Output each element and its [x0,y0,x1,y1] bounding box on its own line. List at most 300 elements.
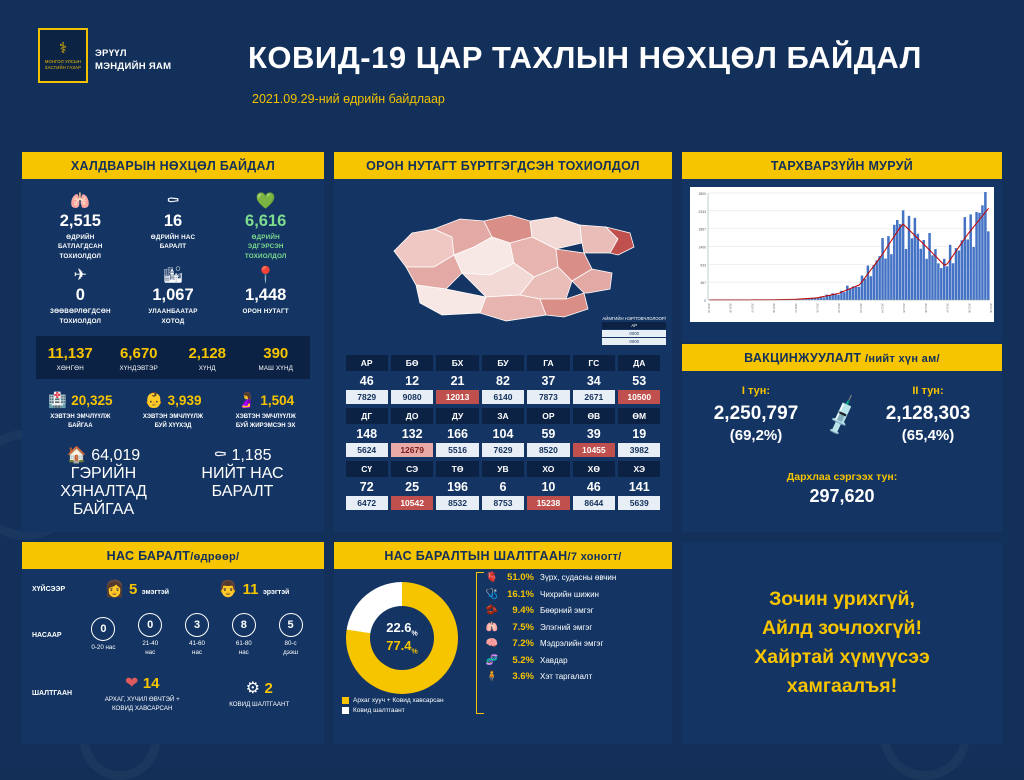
province-table [334,355,672,516]
cause-row-label: ШАЛТГААН [32,690,80,697]
care-hospitalized [34,391,127,431]
province-daily: 132 [391,424,433,443]
slogan-line-1: Зочин урихгүй, [769,588,915,610]
stat-label: ӨДРИЙН НАС БАРАЛТ [129,233,218,252]
stat-imported [34,263,127,328]
province-code: СҮ [346,461,388,477]
virus-icon: ⚙ [246,680,260,697]
cause-text: Хэт таргалалт [540,672,592,681]
age-group [185,613,209,657]
syringe-icon: 💉 [819,394,866,440]
baby-icon: 👶 [145,392,164,409]
province-daily: 12 [391,371,433,390]
cause-text: Мэдрэлийн эмгэг [540,639,603,648]
vaccine-title-main: ВАКЦИНЖУУЛАЛТ [744,351,865,365]
stat-label: ОРОН НУТАГТ [221,307,310,316]
province-total: 2671 [573,390,615,404]
cause-text: Хавдар [540,656,568,665]
severity-label: МАШ ХҮНД [242,365,311,372]
severity-severe [173,345,242,372]
province-cell [436,408,478,457]
legend-total: 0000 [602,338,666,345]
stat-value: 1,448 [221,285,310,305]
booster-label: Дархлаа сэргээх тун: [682,471,1002,483]
age-range: 21-40 нас [138,640,162,657]
age-count: 8 [232,613,256,637]
province-cell [618,461,660,510]
mongolia-map [334,181,672,351]
severity-value: 11,137 [36,345,105,362]
province-code: ТӨ [436,461,478,477]
stat-label: ӨДРИЙН ЭДГЭРСЭН ТОХИОЛДОЛ [221,233,310,261]
province-total: 3982 [618,443,660,457]
slogan-line-4: хамгаалъя! [787,675,897,697]
panel-province-cases [334,152,672,532]
infection-second-row [34,263,312,328]
deaths-by-sex-row [22,575,324,599]
province-daily: 166 [436,424,478,443]
table-row [344,461,662,510]
location-pin-icon: 📍 [221,267,310,285]
care-value: 1,504 [260,393,294,408]
severity-critical [242,345,311,372]
severity-value: 2,128 [173,345,242,362]
svg-text:2333: 2333 [698,210,706,214]
causes-title-sub: /7 хоногт/ [567,551,621,563]
province-code: ДУ [436,408,478,424]
panel-causes-title [334,542,672,569]
svg-text:2021-01: 2021-01 [815,303,819,313]
slogan-line-3: Хайртай хүмүүсээ [754,646,929,668]
svg-text:2021-03: 2021-03 [859,303,863,313]
cause-list [484,572,616,688]
province-total: 7829 [346,390,388,404]
donut-center [370,606,434,670]
province-code: БӨ [391,355,433,371]
svg-text:1867: 1867 [698,228,706,232]
cause-text: Чихрийн шижин [540,590,599,599]
cause-pct: 5.2% [500,655,534,666]
age-group [138,613,162,657]
severity-value: 390 [242,345,311,362]
bracket-decoration [476,572,484,714]
cause-item [484,572,616,583]
province-daily: 6 [482,477,524,496]
dose1-percent: (69,2%) [686,427,826,444]
panel-curve-title: ТАРХВАРЗҮЙН МУРУЙ [682,152,1002,179]
province-code: ОР [527,408,569,424]
province-daily: 10 [527,477,569,496]
province-cell [346,461,388,510]
svg-text:2020-11: 2020-11 [794,303,798,313]
stat-label: ӨДРИЙН БАТЛАГДСАН ТОХИОЛДОЛ [36,233,125,261]
stat-ulaanbaatar [127,263,220,328]
province-code: БУ [482,355,524,371]
province-daily: 59 [527,424,569,443]
cause-pct: 16.1% [500,589,534,600]
stat-provinces [219,263,312,328]
deaths-title-main: НАС БАРАЛТ [107,549,191,563]
legend-note1: АЙМГИЙН НЭР/ТОВЧЛОЛООР/ [602,316,666,321]
causes-title-main: НАС БАРАЛТЫН ШАЛТГААН [384,549,567,563]
province-daily: 46 [346,371,388,390]
table-row [344,408,662,457]
province-total: 10500 [618,390,660,404]
panel-slogan [682,542,1002,744]
legend-code: АР [602,322,666,329]
cause-pct: 3.6% [500,671,534,682]
city-icon: 🏙 [129,267,218,285]
vaccine-title-sub: /нийт хүн ам/ [865,353,940,365]
lungs-icon: 🫁 [36,193,125,211]
map-legend [602,316,666,345]
svg-text:2020-05: 2020-05 [729,303,733,313]
airplane-icon: ✈ [36,267,125,285]
province-cell [391,408,433,457]
age-group [279,613,303,657]
svg-text:2021-09: 2021-09 [989,303,993,313]
province-cell [527,408,569,457]
age-row-label: НАСААР [32,632,80,639]
panel-vaccination [682,344,1002,532]
province-total: 7629 [482,443,524,457]
female-count: 5 [129,581,137,598]
care-home [34,445,173,519]
svg-text:2020-07: 2020-07 [750,303,754,313]
province-code: УВ [482,461,524,477]
province-daily: 82 [482,371,524,390]
svg-text:2021-07: 2021-07 [946,303,950,313]
province-cell [527,461,569,510]
province-code: ДА [618,355,660,371]
province-total: 10455 [573,443,615,457]
obesity-icon: 🧍 [484,671,500,682]
province-daily: 25 [391,477,433,496]
stat-value: 16 [129,211,218,231]
panel-death-causes [334,542,672,744]
province-total: 6140 [482,390,524,404]
province-cell [482,408,524,457]
donut-legend [342,694,444,714]
svg-text:2021-08: 2021-08 [967,303,971,313]
deaths-by-age-row [22,609,324,657]
dose1-label: I тун: [686,385,826,397]
svg-text:2800: 2800 [698,192,706,196]
legend-text: Архаг хууч + Ковид хавсарсан [353,697,444,704]
stat-daily-recovered [219,189,312,263]
province-code: ӨМ [618,408,660,424]
age-count: 0 [91,617,115,641]
severity-label: ХҮНД [173,365,242,372]
province-cell [482,355,524,404]
stat-label: ЗӨӨВӨРЛӨГДСӨН ТОХИОЛДОЛ [36,307,125,326]
liver-icon: 🫁 [484,622,500,633]
province-cell [573,461,615,510]
deaths-male [218,579,289,599]
hospital-icon: 🏥 [48,392,67,409]
booster-value: 297,620 [682,486,1002,507]
female-icon: 👩 [105,581,125,598]
kidney-icon: 🫘 [484,605,500,616]
province-daily: 53 [618,371,660,390]
svg-text:2020-03: 2020-03 [707,303,711,313]
province-daily: 196 [436,477,478,496]
soyombo-icon: ⚕ [59,41,67,56]
legend-text: Ковид шалтгаант [353,707,405,714]
donut-yellow-pct: $77.4_{\%}$ [386,638,418,656]
province-cell [436,461,478,510]
province-total: 5516 [436,443,478,457]
province-daily: 104 [482,424,524,443]
province-total: 8520 [527,443,569,457]
dose2-percent: (65,4%) [858,427,998,444]
slogan-line-2: Айлд зочлохгүй! [762,617,922,639]
province-total: 7873 [527,390,569,404]
province-total: 8753 [482,496,524,510]
age-count: 5 [279,613,303,637]
cause-item [484,589,616,600]
cause-text: Бөөрний эмгэг [540,606,594,615]
page-subtitle: 2021.09.29-ний өдрийн байдлаар [252,92,445,106]
province-code: ХЭ [618,461,660,477]
province-total: 8644 [573,496,615,510]
severity-label: ХӨНГӨН [36,365,105,372]
cause-pct: 7.5% [500,622,534,633]
logo-caption: МОНГОЛ УЛСЫН ЗАСГИЙН ГАЗАР [40,59,86,70]
province-cell [391,355,433,404]
dose2-value: 2,128,303 [858,403,998,425]
dose1-block [686,385,826,444]
care-value: 20,325 [71,393,112,408]
province-code: ХО [527,461,569,477]
cancer-icon: 🧬 [484,655,500,666]
infection-top-row [34,189,312,263]
heart-icon: 💚 [221,193,310,211]
care-children [127,391,220,431]
province-code: ДГ [346,408,388,424]
age-range: 61-80 нас [232,640,256,657]
care-label: НИЙТ НАС БАРАЛТ [173,465,312,501]
province-daily: 72 [346,477,388,496]
cause-pct: 9.4% [500,605,534,616]
dose2-label: II тун: [858,385,998,397]
cause-pct: 51.0% [500,572,534,583]
province-code: ӨВ [573,408,615,424]
total-deaths [173,445,312,519]
cause-item [484,622,616,633]
stat-value: 6,616 [221,211,310,231]
table-row [344,355,662,404]
province-cell [436,355,478,404]
province-daily: 37 [527,371,569,390]
hospital-care-row [34,391,312,431]
province-cell [618,408,660,457]
deaths-title-sub: /өдрөөр/ [190,551,239,563]
care-value: 3,939 [168,393,202,408]
panel-vaccine-title [682,344,1002,371]
heartbeat-icon: ❤ [125,675,138,692]
age-group [232,613,256,657]
svg-text:0: 0 [704,299,706,303]
female-label: эмэгтэй [142,589,169,596]
home-care-row [34,445,312,519]
province-code: ГА [527,355,569,371]
panel-infection-title: ХАЛДВАРЫН НӨХЦӨЛ БАЙДАЛ [22,152,324,179]
male-label: эрэгтэй [263,589,289,596]
age-range: 80-с дээш [279,640,303,657]
cause-pct: 7.2% [500,638,534,649]
header [0,0,1024,130]
pregnant-icon: 🤰 [237,392,256,409]
causes-donut [346,582,476,712]
svg-text:2021-06: 2021-06 [924,303,928,313]
province-daily: 148 [346,424,388,443]
curve-svg [690,187,994,322]
province-daily: 141 [618,477,660,496]
heart-organ-icon: 🫀 [484,572,500,583]
severity-mild [36,345,105,372]
cause-item [484,655,616,666]
cause-count: 2 [264,680,272,697]
svg-text:467: 467 [700,281,706,285]
svg-text:2021-02: 2021-02 [837,303,841,313]
age-count: 3 [185,613,209,637]
panel-map-title: ОРОН НУТАГТ БҮРТГЭГДСЭН ТОХИОЛДОЛ [334,152,672,179]
province-code: ЗА [482,408,524,424]
severity-moderate [105,345,174,372]
care-label: ХЭВТЭН ЭМЧЛҮҮЛЖ БУЙ ХҮҮХЭД [127,413,220,431]
province-daily: 46 [573,477,615,496]
province-cell [391,461,433,510]
province-total: 9080 [391,390,433,404]
panel-infection-status [22,152,324,532]
cause-text: Элэгний эмгэг [540,623,592,632]
province-total: 10542 [391,496,433,510]
brain-icon: 🧠 [484,638,500,649]
province-code: АР [346,355,388,371]
stat-value: 2,515 [36,211,125,231]
province-total: 8532 [436,496,478,510]
province-cell [482,461,524,510]
cause-covid-only [229,678,289,710]
sex-row-label: ХҮЙСЭЭР [32,586,80,593]
province-total: 12679 [391,443,433,457]
care-label: ХЭВТЭН ЭМЧЛҮҮЛЖ БАЙГАА [34,413,127,431]
cause-item [484,671,616,682]
province-code: ХӨ [573,461,615,477]
page-title: КОВИД-19 ЦАР ТАХЛЫН НӨХЦӨЛ БАЙДАЛ [248,40,922,76]
dose1-value: 2,250,797 [686,403,826,425]
legend-swatch [342,707,349,714]
slogan-text [754,585,929,702]
cause-comorbid [105,673,180,713]
care-pregnant [219,391,312,431]
care-label: ХЭВТЭН ЭМЧЛҮҮЛЖ БУЙ ЖИРЭМСЭН ЭХ [219,413,312,431]
coffin-icon: ⚰ [129,193,218,211]
coffin-icon: ⚰ [214,447,228,464]
province-cell [346,355,388,404]
svg-text:2020-09: 2020-09 [772,303,776,313]
ministry-name: ЭРҮҮЛ МЭНДИЙН ЯАМ [95,48,171,74]
svg-text:2021-05: 2021-05 [902,303,906,313]
age-range: 0-20 нас [91,644,115,653]
province-cell [618,355,660,404]
care-label: ГЭРИЙН ХЯНАЛТАД БАЙГАА [34,465,173,519]
legend-swatch [342,697,349,704]
province-daily: 21 [436,371,478,390]
svg-text:1400: 1400 [698,246,706,250]
province-total: 6472 [346,496,388,510]
care-value: 64,019 [91,447,140,464]
ministry-logo [38,28,88,83]
province-code: ГС [573,355,615,371]
stat-label: УЛААНБААТАР ХОТОД [129,307,218,326]
province-cell [527,355,569,404]
cause-count: 14 [143,675,160,692]
stat-value: 0 [36,285,125,305]
stat-daily-deaths [127,189,220,263]
province-total: 15238 [527,496,569,510]
age-range: 41-60 нас [185,640,209,657]
province-code: ДО [391,408,433,424]
svg-text:2021-04: 2021-04 [881,303,885,313]
province-daily: 19 [618,424,660,443]
cause-item [484,638,616,649]
province-cell [346,408,388,457]
age-count: 0 [138,613,162,637]
severity-value: 6,670 [105,345,174,362]
stat-daily-confirmed [34,189,127,263]
panel-epidemic-curve [682,152,1002,342]
panel-deaths-title [22,542,324,569]
dose2-block [858,385,998,444]
deaths-female [105,579,169,599]
panel-daily-deaths [22,542,324,744]
province-code: СЭ [391,461,433,477]
province-cell [573,355,615,404]
booster-block [682,471,1002,507]
province-cell [573,408,615,457]
cause-label: АРХАГ, ХҮЧИЛ ӨВЧТЭЙ + КОВИД ХАВСАРСАН [105,696,180,713]
deaths-by-cause-row [22,669,324,713]
cause-text: Зүрх, судасны өвчин [540,573,616,582]
province-total: 5624 [346,443,388,457]
care-value: 1,185 [231,447,271,464]
house-icon: 🏠 [67,447,87,464]
province-daily: 39 [573,424,615,443]
province-code: БХ [436,355,478,371]
severity-bar [36,336,310,379]
age-group [91,617,115,653]
severity-label: ХҮНДЭВТЭР [105,365,174,372]
diabetes-icon: 🩺 [484,589,500,600]
stat-value: 1,067 [129,285,218,305]
male-icon: 👨 [218,581,238,598]
legend-item [342,707,444,714]
epidemic-curve-chart [690,187,994,322]
province-daily: 34 [573,371,615,390]
svg-text:933: 933 [700,263,706,267]
donut-white-pct: $22.6_{\%}$ [386,620,418,638]
province-total: 5639 [618,496,660,510]
legend-item [342,697,444,704]
legend-daily: 0000 [602,330,666,337]
male-count: 11 [243,581,259,598]
donut-ring [346,582,458,694]
cause-label: КОВИД ШАЛТГААНТ [229,701,289,710]
cause-item [484,605,616,616]
province-total: 12013 [436,390,478,404]
